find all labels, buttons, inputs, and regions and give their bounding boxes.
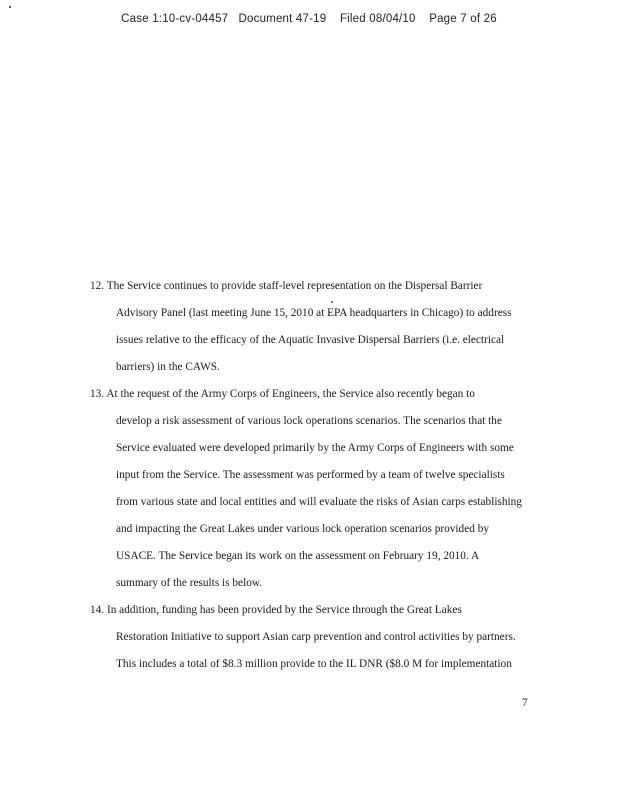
header-document-number: Document 47-19 <box>238 13 327 25</box>
paragraph-line: 12. The Service continues to provide staff-level representation on the Dispersal Barrier <box>90 280 483 292</box>
scan-mark <box>9 6 11 8</box>
paragraph-line: from various state and local entities and will evaluate the risks of Asian carps establishing <box>116 496 522 508</box>
paragraph-line: summary of the results is below. <box>116 577 263 589</box>
paragraph-line: Restoration Initiative to support Asian carp prevention and control activities by partners. <box>116 631 516 643</box>
scan-speck <box>331 301 333 303</box>
paragraph-line: input from the Service. The assessment was performed by a team of twelve specialists <box>116 469 505 481</box>
page-number: 7 <box>522 697 528 709</box>
paragraph-line: 13. At the request of the Army Corps of Engineers, the Service also recently began to <box>90 388 475 400</box>
paragraph-line: USACE. The Service began its work on the assessment on February 19, 2010. A <box>116 550 480 562</box>
paragraph-line: Advisory Panel (last meeting June 15, 2010 at EPA headquarters in Chicago) to address <box>116 307 512 319</box>
paragraph-line: issues relative to the efficacy of the Aquatic Invasive Dispersal Barriers (i.e. electrical <box>116 334 505 346</box>
paragraph-line: and impacting the Great Lakes under various lock operation scenarios provided by <box>116 523 489 535</box>
paragraph-line: This includes a total of $8.3 million provide to the IL DNR ($8.0 M for implementation <box>116 658 512 670</box>
paragraph-line: develop a risk assessment of various lock operations scenarios. The scenarios that the <box>116 415 502 427</box>
paragraph-line: Service evaluated were developed primarily by the Army Corps of Engineers with some <box>116 442 514 454</box>
header-filed-date: Filed 08/04/10 <box>339 13 416 25</box>
paragraph-line: barriers) in the CAWS. <box>116 361 220 373</box>
header-page-indicator: Page 7 of 26 <box>429 13 497 25</box>
document-header <box>0 13 618 25</box>
paragraph-line: 14. In addition, funding has been provided by the Service through the Great Lakes <box>90 604 462 616</box>
header-case-number: Case 1:10-cv-04457 <box>121 13 229 25</box>
